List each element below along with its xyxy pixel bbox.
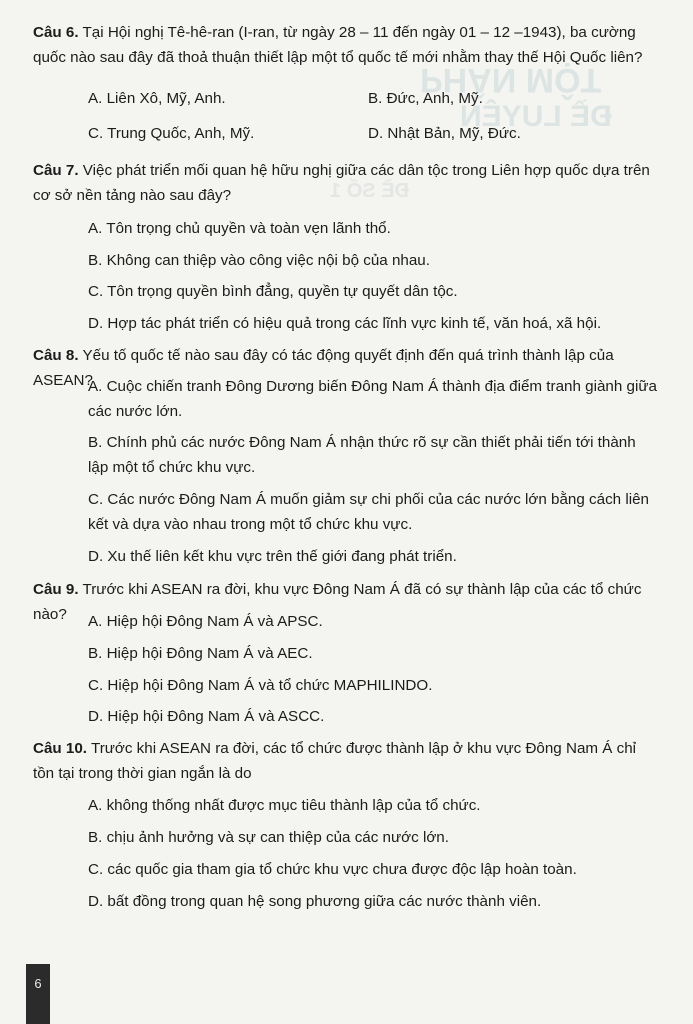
option-7b: B. Không can thiệp vào công việc nội bộ của nhau. xyxy=(88,252,430,269)
question-text: Việc phát triển mối quan hệ hữu nghị giữa các dân tộc trong Liên hợp quốc dựa trên cơ sở nền tảng nào sau đây? xyxy=(33,162,650,204)
option-10d: D. bất đồng trong quan hệ song phương giữa các nước thành viên. xyxy=(88,893,542,910)
page-number: 6 xyxy=(34,976,42,991)
option-7d: D. Hợp tác phát triển có hiệu quả trong các lĩnh vực kinh tế, văn hoá, xã hội. xyxy=(88,315,602,332)
option-7c: C. Tôn trọng quyền bình đẳng, quyền tự quyết dân tộc. xyxy=(88,283,458,300)
question-text: Trước khi ASEAN ra đời, khu vực Đông Nam Á đã có sự thành lập của các tổ chức nào? xyxy=(33,581,642,623)
option-10a: A. không thống nhất được mục tiêu thành lập của tổ chức. xyxy=(88,797,481,814)
option-6a: A. Liên Xô, Mỹ, Anh. xyxy=(88,90,226,107)
option-9d: D. Hiệp hội Đông Nam Á và ASCC. xyxy=(88,708,325,725)
question-text: Trước khi ASEAN ra đời, các tổ chức được thành lập ở khu vực Đông Nam Á chỉ tồn tại trong thời gian ngắn là do xyxy=(33,740,637,782)
question-number: Câu 9. xyxy=(33,581,79,598)
question-10 xyxy=(33,736,661,786)
option-10c: C. các quốc gia tham gia tổ chức khu vực chưa được độc lập hoàn toàn. xyxy=(88,861,577,878)
question-number: Câu 6. xyxy=(33,24,79,41)
option-7a: A. Tôn trọng chủ quyền và toàn vẹn lãnh thổ. xyxy=(88,220,391,237)
page-number-tab xyxy=(26,964,50,1024)
option-8c: C. Các nước Đông Nam Á muốn giảm sự chi phối của các nước lớn bằng cách liên kết và dựa vào nhau trong một tổ chức khu vực. xyxy=(88,491,649,533)
option-8d: D. Xu thế liên kết khu vực trên thế giới đang phát triển. xyxy=(88,548,457,565)
question-number: Câu 10. xyxy=(33,740,88,757)
question-number: Câu 7. xyxy=(33,162,79,179)
option-6c: C. Trung Quốc, Anh, Mỹ. xyxy=(88,125,255,142)
question-6 xyxy=(33,20,661,70)
question-text: Yếu tố quốc tế nào sau đây có tác động quyết định đến quá trình thành lập của ASEAN? xyxy=(33,347,614,389)
option-9c: C. Hiệp hội Đông Nam Á và tổ chức MAPHILINDO. xyxy=(88,677,433,694)
option-6b: B. Đức, Anh, Mỹ. xyxy=(368,90,483,107)
option-8b: B. Chính phủ các nước Đông Nam Á nhận thức rõ sự cần thiết phải tiến tới thành lập một tổ chức khu vực. xyxy=(88,434,636,476)
show-through-banner: PHẦN MỘT xyxy=(420,61,602,99)
option-9b: B. Hiệp hội Đông Nam Á và AEC. xyxy=(88,645,313,662)
option-9a: A. Hiệp hội Đông Nam Á và APSC. xyxy=(88,613,323,630)
show-through-banner-2: ĐỀ LUYỆN xyxy=(460,100,612,133)
question-7 xyxy=(33,158,661,208)
option-6d: D. Nhật Bản, Mỹ, Đức. xyxy=(368,125,521,142)
option-10b: B. chịu ảnh hưởng và sự can thiệp của các nước lớn. xyxy=(88,829,449,846)
question-number: Câu 8. xyxy=(33,347,79,364)
question-text: Tại Hội nghị Tê-hê-ran (I-ran, từ ngày 28 – 11 đến ngày 01 – 12 –1943), ba cường quốc nào sau đây đã thoả thuận thiết lập một tổ quốc tế mới nhằm thay thế Hội Quốc liên? xyxy=(33,24,643,66)
show-through-heading: ĐỀ SỐ 1 xyxy=(330,180,409,202)
option-8a: A. Cuộc chiến tranh Đông Dương biến Đông Nam Á thành địa điểm tranh giành giữa các nước lớn. xyxy=(88,378,657,420)
